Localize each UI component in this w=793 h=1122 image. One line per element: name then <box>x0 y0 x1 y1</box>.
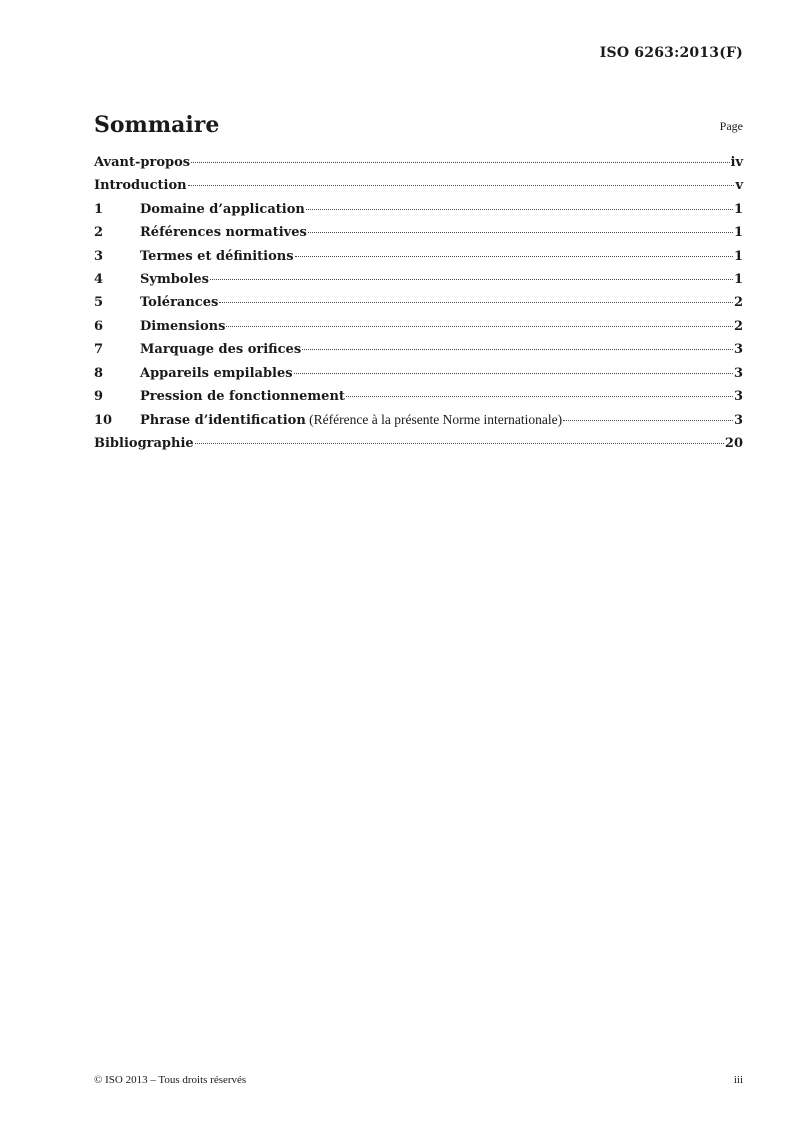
toc-entry-label[interactable]: Dimensions <box>140 318 226 334</box>
dot-leader <box>302 349 733 350</box>
toc-entry[interactable] <box>94 202 743 225</box>
footer-copyright: © ISO 2013 – Tous droits réservés <box>94 1074 247 1086</box>
toc-entry[interactable] <box>94 178 743 201</box>
toc-entry-subtitle <box>306 412 562 428</box>
toc-entry[interactable] <box>94 366 743 389</box>
toc-entry[interactable] <box>94 436 743 459</box>
toc-entry-page[interactable]: 2 <box>733 318 743 334</box>
dot-leader <box>219 302 733 303</box>
page-column-label: Page <box>719 119 743 133</box>
dot-leader <box>226 326 733 327</box>
toc-entry-number: 9 <box>94 388 104 404</box>
toc-entry-number: 10 <box>94 413 113 429</box>
toc-entry[interactable] <box>94 412 743 435</box>
dot-leader <box>191 162 729 163</box>
dot-leader <box>563 420 733 421</box>
dot-leader <box>188 185 735 186</box>
dot-leader <box>308 232 733 233</box>
toc-entry-page[interactable]: 1 <box>733 271 743 287</box>
toc-entry[interactable] <box>94 155 743 178</box>
toc-entry-page[interactable]: 3 <box>733 388 743 404</box>
toc-entry-page[interactable]: 20 <box>724 435 743 451</box>
toc-entry-label[interactable]: Appareils empilables <box>140 365 293 381</box>
toc-entry-number: 1 <box>94 201 104 217</box>
toc-entry[interactable] <box>94 249 743 272</box>
toc-entry-page[interactable]: 3 <box>733 365 743 381</box>
toc-entry-number: 2 <box>94 225 104 241</box>
footer-page-number: iii <box>733 1074 743 1086</box>
toc-entry-number: 7 <box>94 342 104 358</box>
toc-entry-label[interactable]: Introduction <box>94 178 187 194</box>
toc-entry-page[interactable]: 1 <box>733 225 743 241</box>
dot-leader <box>210 279 733 280</box>
toc-entry-number: 6 <box>94 318 104 334</box>
toc-entry[interactable] <box>94 389 743 412</box>
toc-entry-page[interactable]: 2 <box>733 295 743 311</box>
toc-entry[interactable] <box>94 272 743 295</box>
toc-entry-label[interactable]: Phrase d’identification <box>140 413 306 429</box>
toc-entry-page[interactable]: 3 <box>733 342 743 358</box>
dot-leader <box>306 209 733 210</box>
toc-entry-label[interactable]: Termes et définitions <box>140 248 294 264</box>
toc-entry-page[interactable]: 3 <box>733 413 743 429</box>
toc-entry-number: 5 <box>94 295 104 311</box>
toc-entry[interactable] <box>94 319 743 342</box>
toc-entry[interactable] <box>94 225 743 248</box>
toc-entry-label[interactable]: Pression de fonctionnement <box>140 388 345 404</box>
toc-entry-page[interactable]: 1 <box>733 248 743 264</box>
toc-entry-number: 4 <box>94 271 104 287</box>
toc-entry-label[interactable]: Symboles <box>140 271 209 287</box>
document-id: ISO 6263:2013(F) <box>599 45 743 61</box>
toc-entry-label[interactable]: Marquage des orifices <box>140 342 302 358</box>
toc-entry-label[interactable]: Avant-propos <box>94 155 191 170</box>
toc-entry-page[interactable]: v <box>735 178 743 194</box>
toc-entry-label[interactable]: Domaine d’application <box>140 201 305 217</box>
toc-entry[interactable] <box>94 342 743 365</box>
dot-leader <box>195 443 724 444</box>
table-of-contents <box>94 155 743 459</box>
toc-entry-number: 8 <box>94 365 104 381</box>
dot-leader <box>294 373 733 374</box>
page-title: Sommaire <box>94 112 220 138</box>
toc-entry-label[interactable]: Tolérances <box>140 295 219 311</box>
toc-entry-number: 3 <box>94 248 104 264</box>
toc-entry[interactable] <box>94 295 743 318</box>
dot-leader <box>346 396 733 397</box>
toc-entry-subtitle-text: (Référence à la présente Norme internationale) <box>309 412 563 428</box>
toc-entry-page[interactable]: iv <box>730 155 743 170</box>
dot-leader <box>295 256 733 257</box>
toc-entry-page[interactable]: 1 <box>733 201 743 217</box>
toc-entry-label[interactable]: Références normatives <box>140 225 307 241</box>
toc-entry-label[interactable]: Bibliographie <box>94 435 194 451</box>
